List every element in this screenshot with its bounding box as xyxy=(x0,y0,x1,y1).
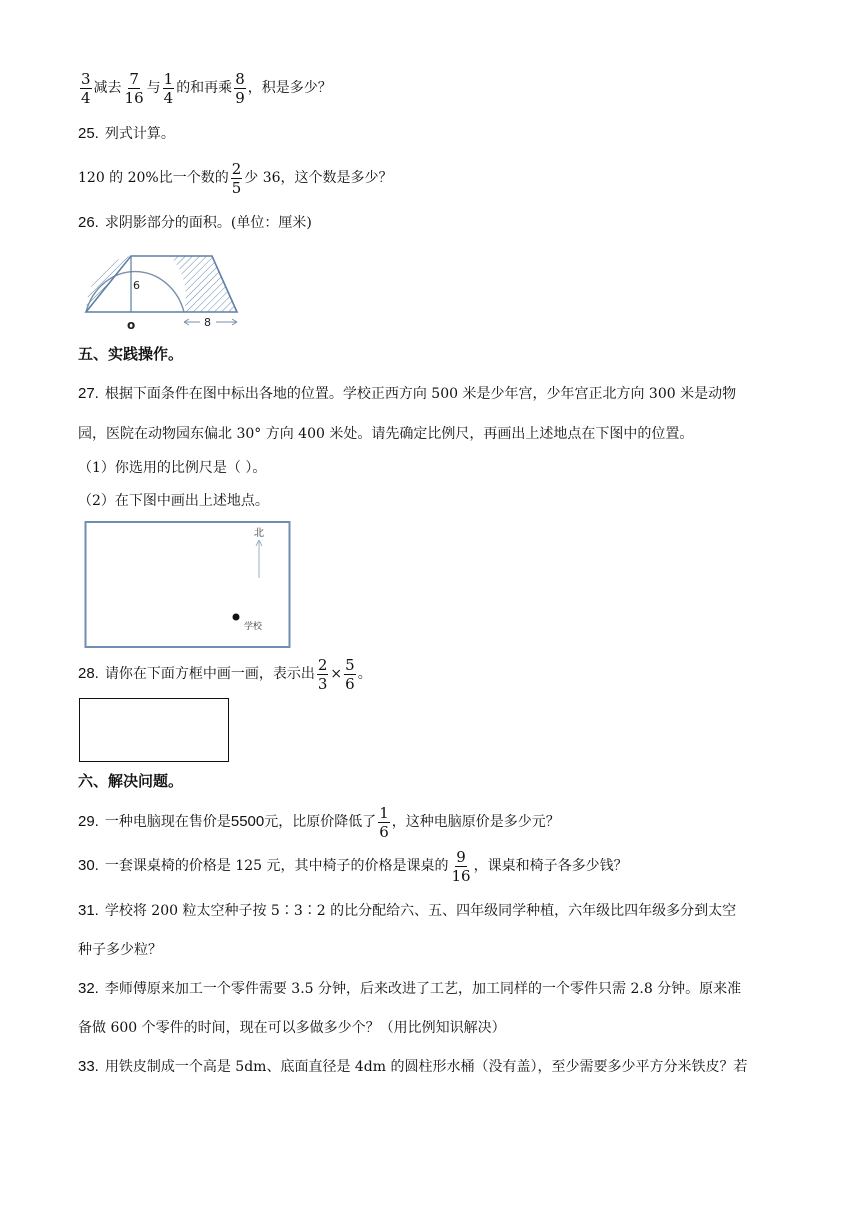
question-27-sub2: （2）在下图中画出上述地点。 xyxy=(78,493,269,509)
question-text: 一种电脑现在售价是 xyxy=(104,814,231,830)
question-text: 请你在下面方框中画一画，表示出 xyxy=(104,666,315,682)
question-26-title xyxy=(78,213,312,233)
question-text: ，课桌和椅子各多少钱？ xyxy=(473,858,628,874)
question-29 xyxy=(78,802,560,842)
question-27-sub1: （1）你选用的比例尺是（ ）。 xyxy=(78,460,267,476)
times-sign: × xyxy=(330,666,343,682)
shaded-area-figure xyxy=(80,248,250,334)
question-number: 33. xyxy=(78,1058,99,1075)
map-box[interactable] xyxy=(84,520,292,650)
fraction: $\frac{3}{4}$ xyxy=(81,69,91,107)
question-text: 减去 xyxy=(93,80,122,96)
north-label: 北 xyxy=(254,528,264,539)
question-text: ，这种电脑原价是多少元？ xyxy=(391,814,560,830)
question-number: 32. xyxy=(78,980,99,997)
question-25-body xyxy=(78,158,393,198)
question-text: 学校将 200 粒太空种子按 5∶3∶2 的比分配给六、五、四年级同学种植，六年级比四年级多分到太空 xyxy=(104,903,737,919)
question-text: 一套课桌椅的价格是 125 元，其中椅子的价格是课桌的 xyxy=(104,858,449,874)
fraction: $\frac{2}{5}$ xyxy=(231,159,242,197)
question-number: 30. xyxy=(78,857,99,874)
question-text: 的和再乘 xyxy=(176,80,233,96)
drawing-box[interactable] xyxy=(79,698,229,762)
question-number: 25. xyxy=(78,125,99,142)
question-32-line2: 备做 600 个零件的时间，现在可以多做多少个？（用比例知识解决） xyxy=(78,1020,506,1036)
question-text: 与 xyxy=(146,80,161,96)
question-32-line1 xyxy=(78,979,741,999)
question-number: 29. xyxy=(78,813,99,830)
question-25-title xyxy=(78,124,175,144)
question-text: 120 的 20%比一个数的 xyxy=(78,170,229,186)
price-value: 5500 xyxy=(230,813,265,830)
school-label: 学校 xyxy=(244,622,263,632)
question-text: ，积是多少？ xyxy=(247,80,332,96)
school-dot xyxy=(233,614,240,621)
question-text: 根据下面条件在图中标出各地的位置。学校正西方向 500 米是少年宫，少年宫正北方向 300 米是动物 xyxy=(104,386,737,402)
base-label: 8 xyxy=(204,316,211,329)
question-text: 少 36，这个数是多少？ xyxy=(244,170,393,186)
center-label: o xyxy=(127,318,136,332)
question-number: 31. xyxy=(78,902,99,919)
question-31-line2: 种子多少粒？ xyxy=(78,942,162,958)
section-title: 六、解决问题。 xyxy=(78,772,184,790)
question-number: 27. xyxy=(78,385,99,402)
question-text: 李师傅原来加工一个零件需要 3.5 分钟，后来改进了工艺，加工同样的一个零件只需 2.8 分钟。原来准 xyxy=(104,981,742,997)
fraction: $\frac{7}{16}$ xyxy=(124,69,144,107)
question-text: 。 xyxy=(357,666,372,682)
fraction: $\frac{9}{16}$ xyxy=(451,847,471,885)
fraction: $\frac{1}{6}$ xyxy=(379,803,389,841)
question-text: 用铁皮制成一个高是 5dm、底面直径是 4dm 的圆柱形水桶（没有盖），至少需要多少平方分米铁皮？若 xyxy=(104,1059,748,1075)
fraction: $\frac{2}{3}$ xyxy=(317,655,328,693)
section-title: 五、实践操作。 xyxy=(78,345,184,363)
question-text: 求阴影部分的面积。(单位：厘米) xyxy=(104,215,312,231)
question-24 xyxy=(78,68,332,108)
fraction: $\frac{5}{6}$ xyxy=(345,655,355,693)
question-text: 元，比原价降低了 xyxy=(264,814,377,830)
question-number: 26. xyxy=(78,214,99,231)
question-text: 列式计算。 xyxy=(104,126,175,142)
question-27-line1 xyxy=(78,384,736,404)
question-31-line1 xyxy=(78,901,736,921)
question-number: 28. xyxy=(78,665,99,682)
question-28 xyxy=(78,654,372,694)
fraction: $\frac{8}{9}$ xyxy=(235,69,245,107)
height-label: 6 xyxy=(133,279,140,292)
question-30 xyxy=(78,846,628,886)
question-33-line1 xyxy=(78,1057,748,1077)
fraction: $\frac{1}{4}$ xyxy=(163,69,174,107)
shaded-region-right xyxy=(170,256,237,312)
question-27-line2: 园，医院在动物园东偏北 30° 方向 400 米处。请先确定比例尺，再画出上述地点在下图中的位置。 xyxy=(78,426,694,442)
